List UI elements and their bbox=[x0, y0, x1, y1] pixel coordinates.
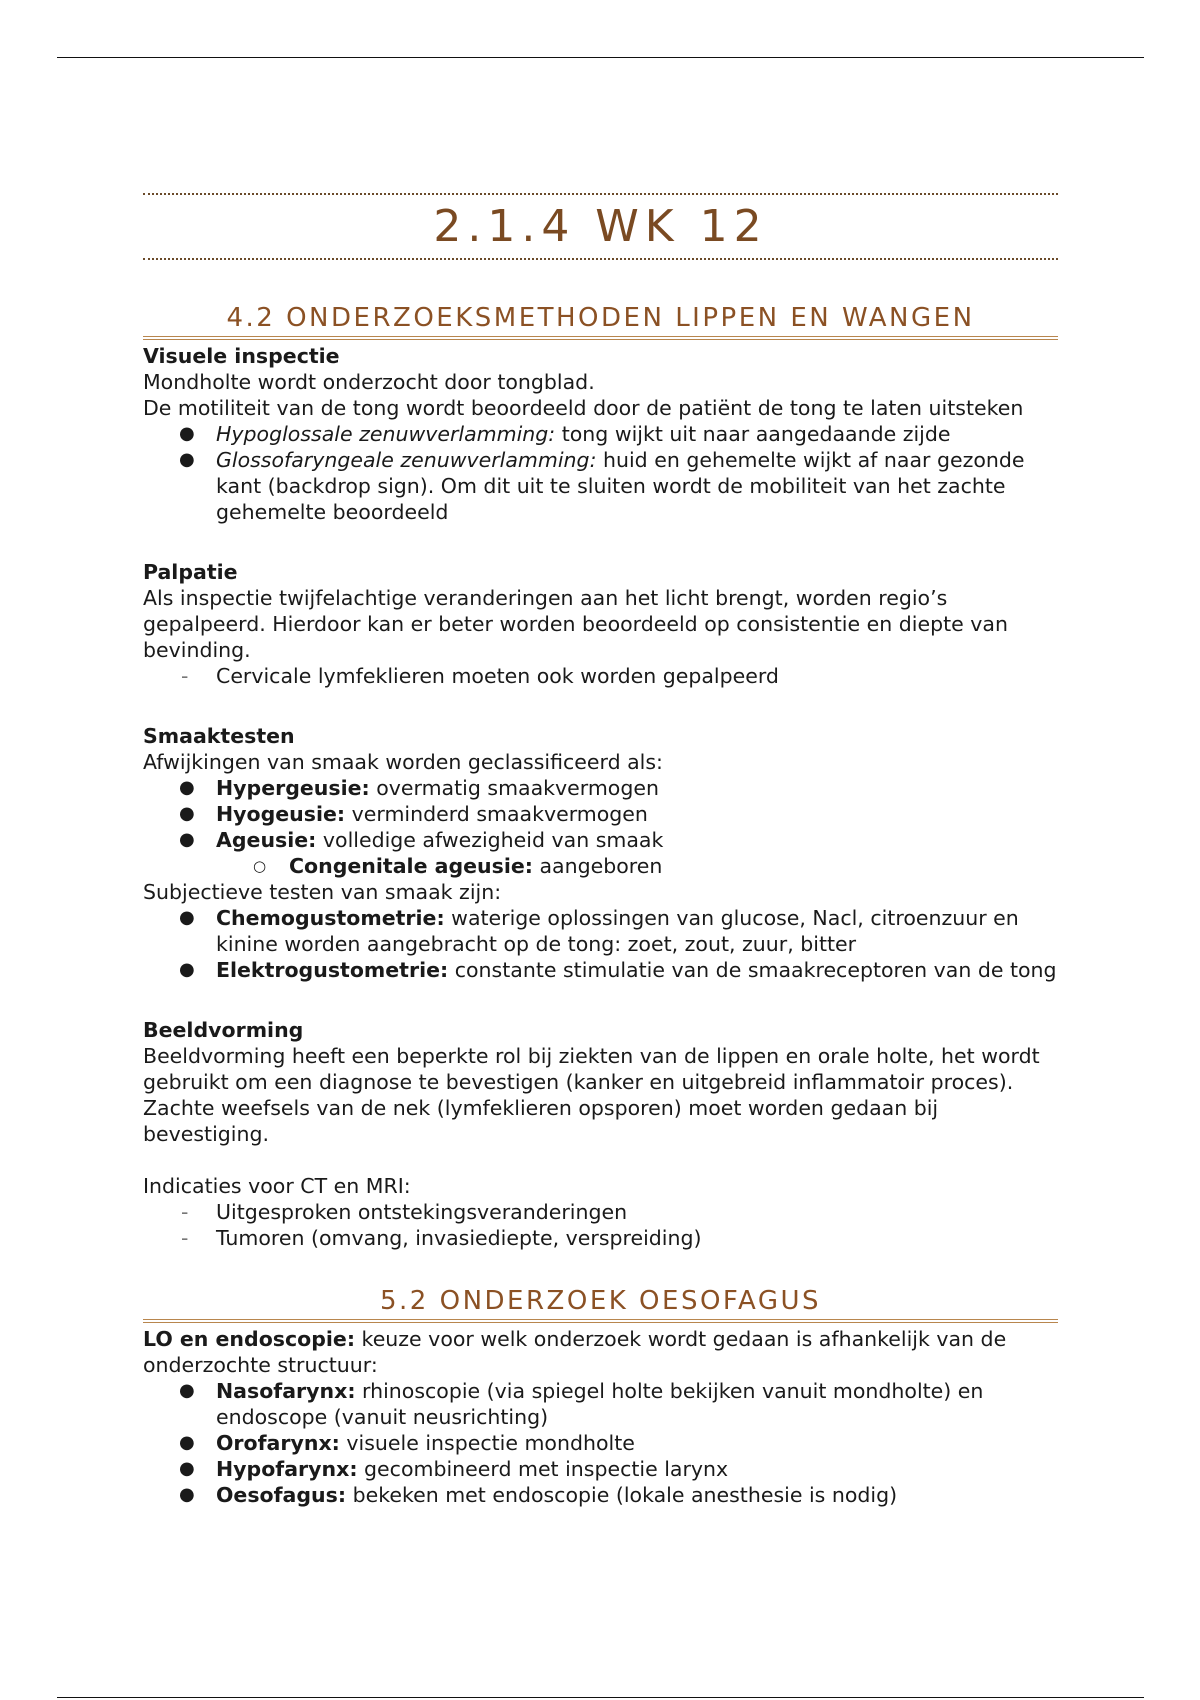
bullet-icon: ● bbox=[179, 423, 195, 444]
list-item-term: Oesofagus: bbox=[216, 1483, 347, 1507]
lead-term: LO en endoscopie: bbox=[143, 1327, 356, 1351]
list-item bbox=[143, 1225, 1058, 1251]
list-item bbox=[143, 1482, 1058, 1508]
list-item bbox=[143, 1456, 1058, 1482]
paragraph: De motiliteit van de tong wordt beoordeeld door de patiënt de tong te laten uitsteken bbox=[143, 396, 1024, 420]
section-heading-oesofagus: 5.2 ONDERZOEK OESOFAGUS bbox=[143, 1285, 1058, 1323]
paragraph: Mondholte wordt onderzocht door tongblad. bbox=[143, 370, 595, 394]
paragraph bbox=[143, 1326, 1058, 1378]
list-item bbox=[143, 663, 1058, 689]
bullet-icon: ● bbox=[179, 449, 195, 470]
lead-text: keuze voor welk onderzoek wordt gedaan is afhankelijk van de onderzochte structuur: bbox=[143, 1327, 1007, 1377]
paragraph: Als inspectie twijfelachtige veranderingen aan het licht brengt, worden regio’s gepalpeerd. Hierdoor kan er beter worden beoordeeld op consistentie en diepte van bevinding. bbox=[143, 586, 1008, 662]
list-item-text: Tumoren (omvang, invasiediepte, verspreiding) bbox=[216, 1226, 702, 1250]
circle-bullet-icon: ○ bbox=[253, 857, 267, 875]
dash-list bbox=[143, 1199, 1058, 1251]
bullet-list bbox=[143, 421, 1058, 525]
sub-bullet-list bbox=[143, 853, 1058, 879]
paragraph: Subjectieve testen van smaak zijn: bbox=[143, 880, 502, 904]
list-item-term: Glossofaryngeale zenuwverlamming: bbox=[216, 448, 597, 472]
list-item-text: visuele inspectie mondholte bbox=[339, 1431, 635, 1455]
paragraph: Beeldvorming heeft een beperkte rol bij ziekten van de lippen en orale holte, het wordt gebruikt om een diagnose te bevestigen (kanker en uitgebreid inflammatoir proces). Zachte weefsels van de nek (lymfeklieren opsporen) moet worden gedaan bij bevestiging. bbox=[143, 1044, 1040, 1146]
paragraph: Afwijkingen van smaak worden geclassificeerd als: bbox=[143, 750, 663, 774]
list-item-text: Uitgesproken ontstekingsveranderingen bbox=[216, 1200, 628, 1224]
list-item-term: Elektrogustometrie: bbox=[216, 958, 449, 982]
list-item-text: waterige oplossingen van glucose, Nacl, citroenzuur en kinine worden aangebracht op de tong: zoet, zout, zuur, bitter bbox=[216, 906, 1019, 956]
bullet-icon: ● bbox=[179, 777, 195, 798]
dash-list bbox=[143, 663, 1058, 689]
list-item-text: verminderd smaakvermogen bbox=[345, 802, 648, 826]
subheading-smaaktesten: Smaaktesten bbox=[143, 724, 295, 748]
subheading-beeldvorming: Beeldvorming bbox=[143, 1018, 304, 1042]
bullet-icon: ● bbox=[179, 1380, 195, 1401]
list-item bbox=[143, 1378, 1058, 1430]
list-item-text: overmatig smaakvermogen bbox=[369, 776, 659, 800]
bullet-icon: ● bbox=[179, 803, 195, 824]
dash-icon: - bbox=[181, 1200, 189, 1224]
list-item bbox=[143, 775, 1058, 801]
document-title: 2.1.4 WK 12 bbox=[433, 200, 768, 252]
list-item-term: Orofarynx: bbox=[216, 1431, 340, 1455]
list-item-term: Hypoglossale zenuwverlamming: bbox=[216, 422, 556, 446]
bullet-list bbox=[143, 905, 1058, 983]
list-item bbox=[143, 801, 1058, 827]
document-body bbox=[143, 193, 1058, 1508]
bullet-icon: ● bbox=[179, 829, 195, 850]
list-item-term: Hyogeusie: bbox=[216, 802, 346, 826]
list-item-term: Nasofarynx: bbox=[216, 1379, 356, 1403]
list-item bbox=[143, 447, 1058, 525]
bullet-icon: ● bbox=[179, 907, 195, 928]
bullet-icon: ● bbox=[179, 1432, 195, 1453]
section-heading-lippen-wangen: 4.2 ONDERZOEKSMETHODEN LIPPEN EN WANGEN bbox=[143, 302, 1058, 340]
list-item-text: bekeken met endoscopie (lokale anesthesie is nodig) bbox=[346, 1483, 898, 1507]
page-bottom-rule bbox=[57, 1697, 1144, 1698]
list-item bbox=[143, 957, 1058, 983]
dash-icon: - bbox=[181, 1226, 189, 1250]
subheading-palpatie: Palpatie bbox=[143, 560, 238, 584]
list-item-text: aangeboren bbox=[532, 854, 663, 878]
bullet-list bbox=[143, 775, 1058, 853]
list-item-text: constante stimulatie van de smaakreceptoren van de tong bbox=[448, 958, 1057, 982]
list-item-text: huid en gehemelte wijkt af naar gezonde kant (backdrop sign). Om dit uit te sluiten wordt de mobiliteit van het zachte gehemelte beoordeeld bbox=[216, 448, 1025, 524]
subheading-visuele-inspectie: Visuele inspectie bbox=[143, 344, 340, 368]
list-item-text: gecombineerd met inspectie larynx bbox=[357, 1457, 729, 1481]
list-item bbox=[143, 421, 1058, 447]
list-item-term: Congenitale ageusie: bbox=[289, 854, 533, 878]
list-item bbox=[143, 1430, 1058, 1456]
list-item-text: volledige afwezigheid van smaak bbox=[316, 828, 664, 852]
list-item bbox=[143, 1199, 1058, 1225]
list-item bbox=[143, 905, 1058, 957]
list-item-term: Hypofarynx: bbox=[216, 1457, 358, 1481]
dash-icon: - bbox=[181, 664, 189, 688]
list-item-term: Ageusie: bbox=[216, 828, 317, 852]
bullet-icon: ● bbox=[179, 959, 195, 980]
bullet-icon: ● bbox=[179, 1458, 195, 1479]
paragraph: Indicaties voor CT en MRI: bbox=[143, 1174, 411, 1198]
bullet-icon: ● bbox=[179, 1484, 195, 1505]
list-item bbox=[143, 827, 1058, 853]
list-item-text: tong wijkt uit naar aangedaande zijde bbox=[555, 422, 951, 446]
title-block bbox=[143, 193, 1058, 260]
list-item-term: Chemogustometrie: bbox=[216, 906, 445, 930]
list-item-text: Cervicale lymfeklieren moeten ook worden gepalpeerd bbox=[216, 664, 779, 688]
list-item-text: rhinoscopie (via spiegel holte bekijken vanuit mondholte) en endoscope (vanuit neusrichting) bbox=[216, 1379, 984, 1429]
list-item-term: Hypergeusie: bbox=[216, 776, 370, 800]
page-top-rule bbox=[57, 57, 1144, 58]
bullet-list bbox=[143, 1378, 1058, 1508]
list-item bbox=[143, 853, 1058, 879]
